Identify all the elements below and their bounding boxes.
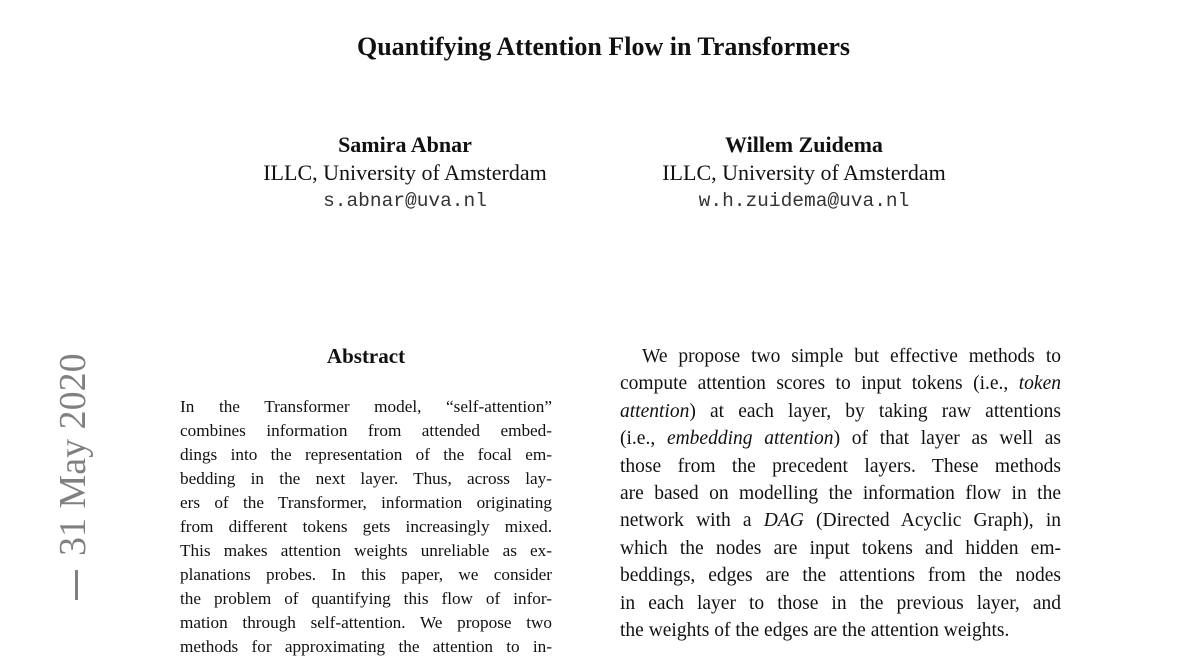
abstract-line: dings into the representation of the focal em-	[180, 445, 552, 464]
paper-title: Quantifying Attention Flow in Transformers	[356, 32, 851, 61]
author-email: w.h.zuidema@uva.nl	[698, 190, 910, 212]
author-affiliation: ILLC, University of Amsterdam	[662, 160, 946, 185]
intro-line: attention) at each layer, by taking raw attentions	[620, 400, 1061, 422]
intro-line: the weights of the edges are the attention weights.	[620, 620, 1010, 642]
emphasis-embedding-attention: embedding attention	[666, 428, 834, 450]
author-block	[235, 131, 575, 215]
abstract-body	[180, 395, 552, 659]
abstract-line: planations probes. In this paper, we consider	[180, 565, 552, 584]
abstract-line: from different tokens gets increasingly mixed.	[180, 517, 552, 536]
intro-line: which the nodes are input tokens and hidden em-	[620, 537, 1061, 559]
arxiv-date: 31 May 2020	[52, 353, 94, 556]
abstract-line: the problem of quantifying this flow of infor-	[180, 589, 552, 608]
abstract-line: bedding in the next layer. Thus, across lay-	[180, 469, 552, 488]
author-name: Willem Zuidema	[725, 132, 883, 157]
intro-line: compute attention scores to input tokens (i.e., token	[620, 373, 1061, 395]
stamp-rule	[75, 570, 78, 600]
emphasis-dag: DAG	[763, 510, 804, 532]
emphasis-token: token	[1018, 373, 1061, 395]
author-name: Samira Abnar	[338, 132, 472, 157]
abstract-line: In the Transformer model, “self-attention”	[180, 397, 552, 416]
abstract-line: methods for approximating the attention to in-	[180, 637, 552, 656]
author-affiliation: ILLC, University of Amsterdam	[263, 160, 547, 185]
intro-paragraph	[620, 343, 1061, 644]
abstract-line: This makes attention weights unreliable as ex-	[180, 541, 552, 560]
emphasis-attention: attention	[620, 400, 690, 422]
author-block	[634, 131, 974, 215]
intro-line: network with a DAG (Directed Acyclic Graph), in	[620, 510, 1061, 532]
intro-line: are based on modelling the information flow in the	[620, 483, 1061, 505]
intro-line: those from the precedent layers. These methods	[620, 455, 1061, 477]
author-email: s.abnar@uva.nl	[323, 190, 487, 212]
abstract-line: combines information from attended embed-	[180, 421, 552, 440]
intro-line: in each layer to those in the previous layer, and	[620, 592, 1061, 614]
abstract-heading: Abstract	[326, 344, 406, 368]
arxiv-side-stamp	[54, 353, 92, 600]
intro-line: beddings, edges are the attentions from the nodes	[620, 565, 1061, 587]
intro-line: We propose two simple but effective methods to	[642, 346, 1061, 367]
abstract-line: mation through self-attention. We propose two	[180, 613, 552, 632]
intro-line: (i.e., embedding attention) of that layer as well as	[620, 428, 1061, 450]
abstract-line: ers of the Transformer, information originating	[180, 493, 552, 512]
